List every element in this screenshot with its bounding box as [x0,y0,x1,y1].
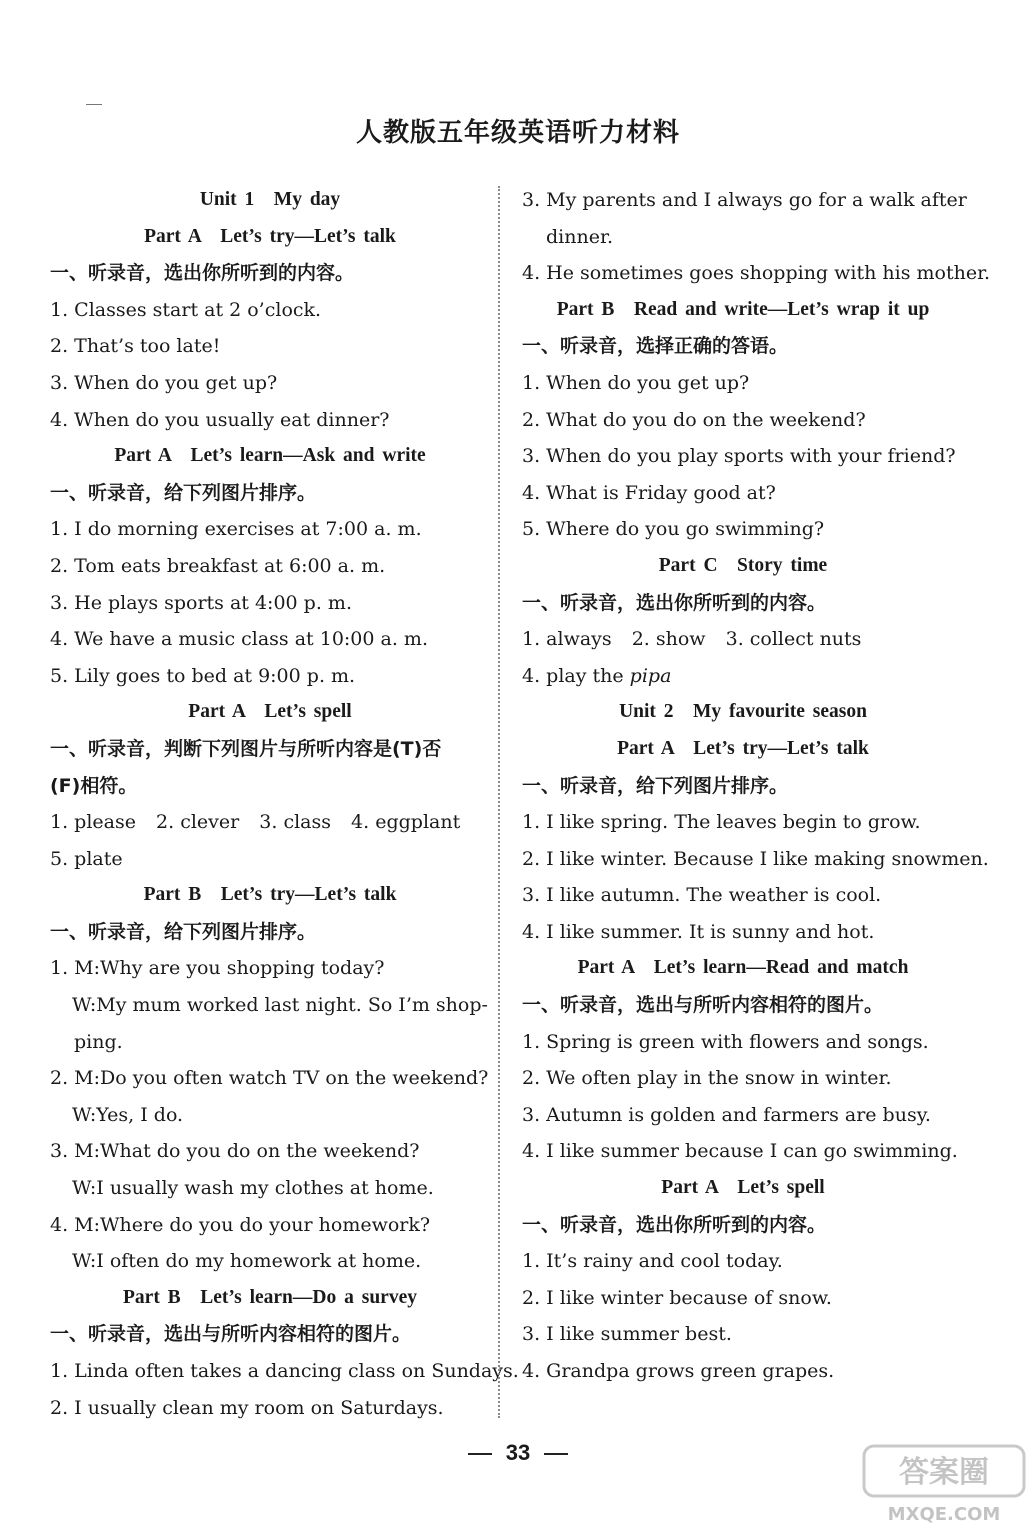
word: 3. collect nuts [725,628,862,651]
dialogue-line: 4. M:Where do you do your homework? [50,1213,431,1236]
watermark-logo [860,1440,1028,1528]
list-item: 1. Spring is green with flowers and songs. [522,1030,929,1053]
right-column [522,182,991,1390]
dialogue-line: W:I usually wash my clothes at home. [72,1177,434,1200]
instruction: 一、听录音，选出你所听到的内容。 [522,1213,827,1236]
list-item: 4. I like summer because I can go swimming. [522,1140,958,1163]
section-heading: Part B Let’s try—Let’s talk [143,884,397,906]
dialogue-line: 1. M:Why are you shopping today? [50,957,385,980]
item-prefix: 4. play the [522,664,630,687]
instruction: 一、听录音，选出你所听到的内容。 [50,262,355,285]
word: 5. plate [50,847,123,870]
list-item: 1. Classes start at 2 o’clock. [50,298,322,321]
list-item: 4. What is Friday good at? [522,481,776,504]
dialogue-line: 2. M:Do you often watch TV on the weekend? [50,1067,489,1090]
page-number-value: 33 [505,1440,531,1465]
word: 2. clever [156,811,240,834]
list-item: 1. It’s rainy and cool today. [522,1250,783,1273]
list-item: 4. When do you usually eat dinner? [50,408,390,431]
section-heading: Part B Let’s learn—Do a survey [123,1286,417,1308]
list-item: 2. Tom eats breakfast at 6:00 a. m. [50,554,386,577]
list-item: 4. I like summer. It is sunny and hot. [522,920,875,943]
list-item: 4. Grandpa grows green grapes. [522,1360,835,1382]
list-item: 5. Lily goes to bed at 9:00 p. m. [50,664,356,687]
dialogue-line: W:Yes, I do. [72,1103,184,1126]
unit-heading: Unit 1 My day [199,189,341,210]
list-item: 1. I do morning exercises at 7:00 a. m. [50,518,422,541]
list-item: 3. When do you get up? [50,371,278,394]
instruction: 一、听录音，选出与所听内容相符的图片。 [522,994,884,1017]
list-item: dinner. [546,225,613,248]
instruction: 一、听录音，选择正确的答语。 [522,335,789,358]
word: 1. always [522,628,612,651]
word: 2. show [631,628,706,651]
section-heading: Part A Let’s learn—Ask and write [114,445,426,467]
instruction: 一、听录音，选出你所听到的内容。 [522,591,827,614]
list-item: 3. I like autumn. The weather is cool. [522,884,882,907]
list-item [522,658,964,695]
corner-mark [86,104,102,105]
instruction: 一、听录音，给下列图片排序。 [50,481,317,504]
list-item: 4. He sometimes goes shopping with his mother. [522,262,991,285]
list-item: 1. When do you get up? [522,371,750,394]
instruction: (F)相符。 [50,774,138,797]
list-item: 3. He plays sports at 4:00 p. m. [50,591,352,614]
word: 1. please [50,811,136,834]
list-item: 2. I usually clean my room on Saturdays. [50,1396,444,1419]
section-heading: Part A Let’s try—Let’s talk [144,225,396,247]
word: 3. class [259,811,331,834]
left-column [50,182,519,1426]
list-item: 3. Autumn is golden and farmers are busy. [522,1103,931,1126]
list-item: 1. Linda often takes a dancing class on Sundays. [50,1360,519,1382]
dialogue-line: W:I often do my homework at home. [72,1250,422,1273]
section-heading: Part C Story time [658,554,828,576]
list-item: 3. I like summer best. [522,1323,732,1346]
list-item: 2. I like winter. Because I like making snowmen. [522,847,989,870]
watermark-top-text: 答案圈 [899,1455,989,1490]
word-row [522,621,964,658]
italic-word: pipa [629,664,672,687]
instruction: 一、听录音，给下列图片排序。 [50,920,317,943]
section-heading: Part A Let’s spell [188,701,352,723]
word-row [50,804,490,841]
list-item: 3. When do you play sports with your friend? [522,445,956,468]
list-item: 5. Where do you go swimming? [522,518,825,541]
instruction: 一、听录音，选出与所听内容相符的图片。 [50,1323,412,1346]
column-divider [498,186,500,1418]
dialogue-line: 3. M:What do you do on the weekend? [50,1140,420,1163]
section-heading: Part A Let’s try—Let’s talk [617,737,869,759]
list-item: 1. I like spring. The leaves begin to grow. [522,811,921,834]
dialogue-line: ping. [74,1030,123,1053]
list-item: 3. My parents and I always go for a walk after [522,189,967,211]
list-item: 2. I like winter because of snow. [522,1286,832,1309]
instruction: 一、听录音，给下列图片排序。 [522,774,789,797]
list-item: 4. We have a music class at 10:00 a. m. [50,628,428,651]
page-title: 人教版五年级英语听力材料 [355,118,680,148]
section-heading: Part A Let’s learn—Read and match [577,957,909,979]
instruction: 一、听录音，判断下列图片与所听内容是(T)否 [50,737,442,760]
word: 4. eggplant [351,811,461,834]
list-item: 2. That’s too late! [50,335,221,358]
list-item: 2. What do you do on the weekend? [522,408,866,431]
section-heading: Part A Let’s spell [661,1177,825,1199]
list-item: 2. We often play in the snow in winter. [522,1067,892,1090]
dialogue-line: W:My mum worked last night. So I’m shop- [72,994,488,1017]
section-heading: Part B Read and write—Let’s wrap it up [556,298,930,320]
unit-heading: Unit 2 My favourite season [619,701,867,723]
watermark-bottom-text: MXQE.COM [887,1504,1001,1525]
